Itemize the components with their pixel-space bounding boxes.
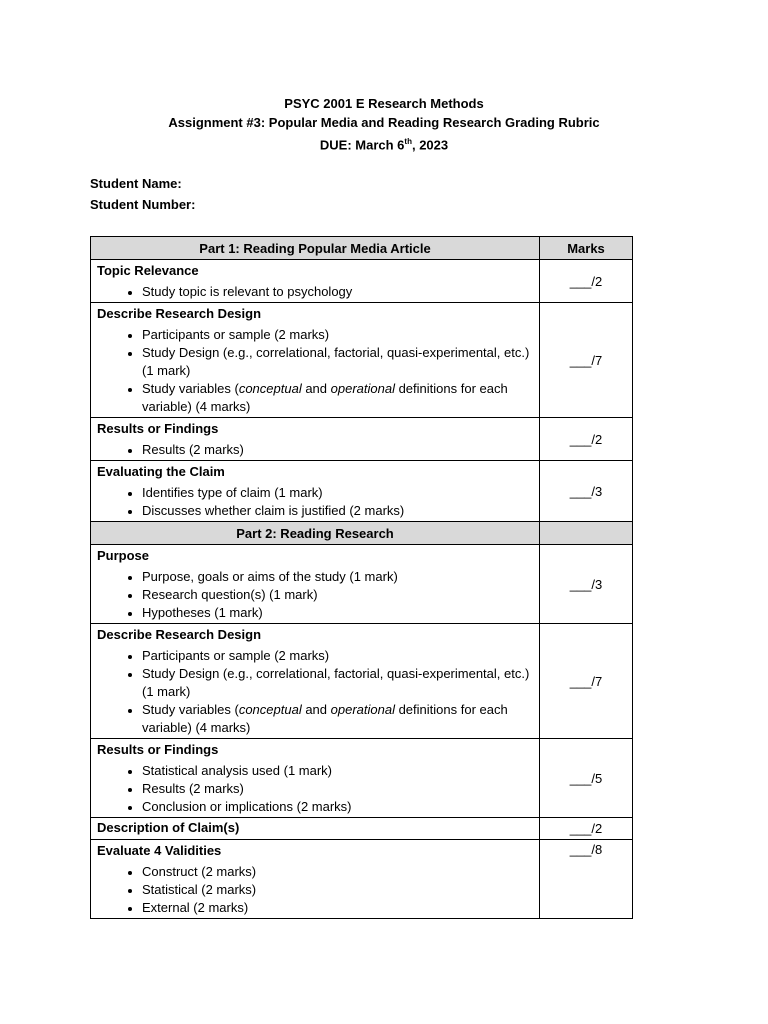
- item-emphasis: conceptual: [238, 381, 302, 396]
- criterion-item: • External (2 marks): [142, 899, 539, 917]
- item-emphasis: operational: [330, 381, 395, 396]
- item-emphasis: conceptual: [238, 702, 302, 717]
- criterion-list: [91, 326, 539, 416]
- section-header-empty-cell: [540, 522, 633, 545]
- criterion-list: [91, 762, 539, 816]
- criterion-title: Results or Findings: [97, 742, 219, 757]
- part1-header: Part 1: Reading Popular Media Article: [91, 237, 540, 260]
- assignment-title: Assignment #3: Popular Media and Reading Research Grading Rubric: [168, 115, 600, 130]
- criterion-title: Describe Research Design: [97, 627, 262, 642]
- table-row: [91, 739, 633, 818]
- criterion-item: • Results (2 marks): [142, 441, 539, 459]
- criterion-title: Description of Claim(s): [97, 820, 240, 835]
- criterion-cell: [91, 545, 540, 624]
- item-text: definitions for each variable) (4 marks): [142, 702, 508, 735]
- criterion-cell: [91, 818, 540, 840]
- table-header-row: [91, 237, 633, 260]
- criterion-item: • Participants or sample (2 marks): [142, 326, 539, 344]
- due-date-superscript: th: [404, 137, 412, 146]
- criterion-title: Evaluating the Claim: [97, 464, 225, 479]
- item-emphasis: operational: [330, 702, 395, 717]
- marks-cell: ___/2: [540, 260, 633, 303]
- criterion-title: Purpose: [97, 548, 150, 563]
- marks-cell: ___/2: [540, 818, 633, 840]
- table-row: [91, 818, 633, 840]
- criterion-cell: [91, 624, 540, 739]
- criterion-title: Topic Relevance: [97, 263, 199, 278]
- criterion-cell: [91, 303, 540, 418]
- marks-header: Marks: [540, 237, 633, 260]
- criterion-list: [91, 863, 539, 917]
- item-text: and: [301, 381, 331, 396]
- criterion-item: • Identifies type of claim (1 mark): [142, 484, 539, 502]
- criterion-title: Describe Research Design: [97, 306, 262, 321]
- section-header-row: [91, 522, 633, 545]
- criterion-list: [91, 441, 539, 459]
- criterion-list: [91, 647, 539, 737]
- criterion-cell: [91, 739, 540, 818]
- criterion-cell: [91, 840, 540, 919]
- student-number-label: Student Number:: [90, 197, 196, 212]
- document-header: [0, 94, 768, 154]
- criterion-list: [91, 283, 539, 301]
- criterion-cell: [91, 461, 540, 522]
- criterion-title: Evaluate 4 Validities: [97, 843, 222, 858]
- criterion-item: • Hypotheses (1 mark): [142, 604, 539, 622]
- table-row: [91, 260, 633, 303]
- criterion-item: • Study Design (e.g., correlational, factorial, quasi-experimental, etc.) (1 mark): [142, 665, 539, 701]
- criterion-list: [91, 568, 539, 622]
- criterion-item: • Conclusion or implications (2 marks): [142, 798, 539, 816]
- table-row: [91, 840, 633, 919]
- item-text: Study variables (: [142, 702, 239, 717]
- criterion-item: • Statistical analysis used (1 mark): [142, 762, 539, 780]
- criterion-item: • Statistical (2 marks): [142, 881, 539, 899]
- due-date-prefix: DUE: March 6: [319, 137, 405, 153]
- table-row: [91, 303, 633, 418]
- criterion-item: [142, 701, 539, 737]
- criterion-item: • Construct (2 marks): [142, 863, 539, 881]
- criterion-item: [142, 380, 539, 416]
- table-row: [91, 418, 633, 461]
- table-row: [91, 461, 633, 522]
- due-date: [0, 132, 768, 154]
- item-text: Study variables (: [142, 381, 239, 396]
- marks-cell: ___/7: [540, 303, 633, 418]
- course-title: PSYC 2001 E Research Methods: [284, 96, 484, 111]
- due-date-suffix: , 2023: [411, 137, 449, 153]
- criterion-title: Results or Findings: [97, 421, 219, 436]
- criterion-item: • Study Design (e.g., correlational, factorial, quasi-experimental, etc.) (1 mark): [142, 344, 539, 380]
- criterion-item: • Results (2 marks): [142, 780, 539, 798]
- criterion-list: [91, 484, 539, 520]
- marks-cell: ___/3: [540, 461, 633, 522]
- criterion-item: • Study topic is relevant to psychology: [142, 283, 539, 301]
- criterion-item: • Participants or sample (2 marks): [142, 647, 539, 665]
- marks-cell: ___/5: [540, 739, 633, 818]
- table-row: [91, 545, 633, 624]
- grading-rubric-table: [90, 236, 633, 919]
- criterion-item: • Purpose, goals or aims of the study (1 mark): [142, 568, 539, 586]
- part2-header: Part 2: Reading Research: [91, 522, 540, 545]
- criterion-item: • Research question(s) (1 mark): [142, 586, 539, 604]
- marks-cell: ___/8: [540, 840, 633, 919]
- criterion-cell: [91, 260, 540, 303]
- criterion-cell: [91, 418, 540, 461]
- item-text: definitions for each variable) (4 marks): [142, 381, 508, 414]
- marks-cell: ___/2: [540, 418, 633, 461]
- item-text: and: [301, 702, 331, 717]
- marks-cell: ___/3: [540, 545, 633, 624]
- table-row: [91, 624, 633, 739]
- marks-cell: ___/7: [540, 624, 633, 739]
- student-info: [90, 173, 195, 215]
- criterion-item: • Discusses whether claim is justified (2 marks): [142, 502, 539, 520]
- student-name-label: Student Name:: [90, 176, 182, 191]
